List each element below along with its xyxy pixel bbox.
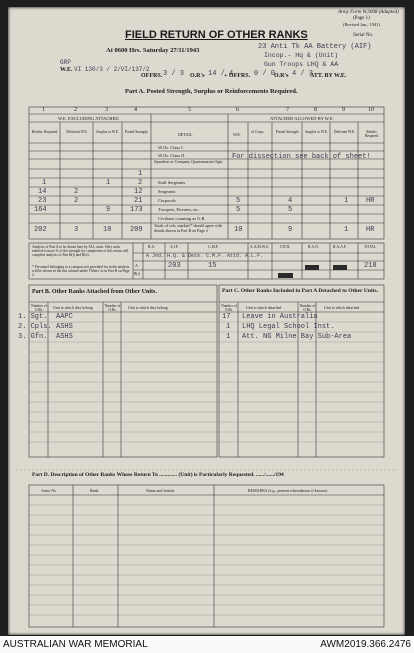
posted-cell: 4 xyxy=(288,197,293,205)
part-b-row: 1. Sgt. xyxy=(18,313,48,321)
surplus-cell: 9 xyxy=(106,206,111,214)
plus-offrs-values: 0 / 0 xyxy=(254,70,276,78)
posted-cell: 21 xyxy=(134,197,143,205)
reinf-cell: 164 xyxy=(34,206,47,214)
att-label: ATT. BY W.E. xyxy=(310,73,347,79)
col-header: of Corps. xyxy=(251,130,265,134)
archive-footer xyxy=(0,636,414,653)
analysis-col: R.A. xyxy=(148,245,156,249)
unit-line2: Incop.- Hq & (Unit) xyxy=(264,52,339,59)
analysis-col: R.A.A.F. xyxy=(333,245,347,249)
part-b-unit: AAPC xyxy=(56,313,73,321)
col-header: Posted Strength. xyxy=(275,130,300,134)
we-cell: 5 xyxy=(236,206,241,214)
part-c-col: Number of O.Rs. xyxy=(299,304,316,312)
part-d-title: Part D. Description of Other Ranks Whose Return To ............. (Unit) is Particularly Requested. ....../....../194 xyxy=(32,472,284,478)
part-c-unit: Leave in Australia xyxy=(242,313,318,321)
detail-row: Sergeants xyxy=(158,189,176,194)
part-c-col: Number of O.Rs. xyxy=(221,304,237,312)
part-c-num: 1 xyxy=(226,333,231,341)
form-ref-line2: (Page 1) xyxy=(353,16,370,21)
detail-row: W.Os. Class I. xyxy=(158,145,184,150)
grp-label: GRP xyxy=(60,59,71,66)
detail-row: Staff Sergeants xyxy=(158,180,186,185)
col-header: Posted Strength. xyxy=(124,130,149,134)
col-num: 2 xyxy=(74,107,77,113)
col-header: Surplus to W.E. xyxy=(96,130,119,134)
we-cell: 5 xyxy=(236,197,241,205)
dissection-note: For dissection see back of sheet! xyxy=(232,153,371,161)
we-label: W.E. xyxy=(60,67,73,73)
part-b-col: Unit to which they belong xyxy=(128,306,168,310)
analysis-row-label: B(i) xyxy=(134,272,140,276)
plus-ors-label: O.R's xyxy=(274,73,289,79)
part-c-num: 1 xyxy=(226,323,231,331)
we-excl-header: W.E. EXCLUDING ATTACHED. xyxy=(58,116,120,121)
col-header: W.E. xyxy=(233,132,241,137)
analysis-note-2: * Personnel belonging to a category not provided for in the analysis will be shown in the last column under 'Others' as in Part B on Page 2. xyxy=(32,265,130,278)
detail-row: W.Os. Class II. xyxy=(158,153,186,158)
detail-row: Corporals xyxy=(158,198,176,203)
detail-row: Totals of cols. marked * should agree with details shown in Part B on Page 2 xyxy=(154,223,222,233)
analysis-col: A.I.F. xyxy=(170,245,179,249)
reinf-total: HR xyxy=(366,226,375,234)
deficient-cell: 2 xyxy=(74,197,79,205)
col-num: 5 xyxy=(188,107,191,113)
part-c-unit: Att. NG Milne Bay Sub-Area xyxy=(242,333,352,341)
form-ref-line3: (Revised Jan., 1941) xyxy=(343,22,380,27)
col-num: 4 xyxy=(134,107,137,113)
unit-line3: Gun Troops LHQ & AA xyxy=(264,61,339,68)
part-c-title: Part C. Other Ranks Included in Part A Detached to Other Units. xyxy=(222,288,378,294)
col-num: 10 xyxy=(368,107,374,113)
ors-values: 14 / 4 xyxy=(208,70,234,78)
unit-handwritten: 23 Anti Tk AA Battery (AIF) xyxy=(258,43,372,51)
posted-total: 9 xyxy=(288,226,293,234)
analysis-total: 218 xyxy=(364,262,377,270)
col-num: 9 xyxy=(342,107,345,113)
col-num: 6 xyxy=(236,107,239,113)
col-header: Reinfts. Required. xyxy=(364,130,380,138)
part-b-col: Number of O.Rs. xyxy=(104,304,121,312)
reinf-cell: 14 xyxy=(38,188,47,196)
part-b-col: Unit to which they belong xyxy=(53,306,93,310)
part-b-row: 2. Cpls. xyxy=(18,323,52,331)
analysis-row-label: A xyxy=(135,263,138,268)
detail-row: Squadron or Company Quartermaster-Sgts. xyxy=(154,159,224,164)
form-ref-line1: Army Form W.3008 (Adapted) xyxy=(338,10,399,15)
part-c-unit: LHQ Legal School Inst. xyxy=(242,323,335,331)
deficient-cell: 1 xyxy=(344,197,349,205)
col-header: Deficient W.E. xyxy=(66,130,88,134)
part-c-col: Unit to which detached xyxy=(246,306,282,310)
analysis-col: A.A.M.W.S. xyxy=(250,245,269,249)
col-num: 7 xyxy=(286,107,289,113)
analysis-sub: A Jnd. H.Q. & Dets. C.M.F. Attd. A.L.F. xyxy=(146,253,264,259)
part-b-title: Part B. Other Ranks Attached from Other Units. xyxy=(32,289,157,295)
deficient-total: 1 xyxy=(344,226,349,234)
detail-row: Civilians counting as O.R. xyxy=(158,216,206,221)
detail-row: Troopers, Privates, etc. xyxy=(158,207,200,212)
posted-cell: 1 xyxy=(138,170,143,178)
part-d-col: Rank xyxy=(90,488,99,493)
plus-ors-values: 4 / 3 xyxy=(292,70,314,78)
analysis-aif: 203 xyxy=(168,262,181,270)
col-header: Deficient W.E. xyxy=(333,130,356,134)
time-line: At 0600 Hrs. Saturday 27/11/1943 xyxy=(106,47,200,54)
part-d-col: Army No xyxy=(41,488,57,493)
analysis-col: CIVIL xyxy=(280,245,291,249)
analysis-col: TOTAL xyxy=(364,245,377,249)
we-value: VI 130/3 / 2/VI/137/2 xyxy=(74,66,150,73)
part-b-unit: ASHS xyxy=(56,323,73,331)
form-sheet xyxy=(8,7,405,635)
surplus-cell: 1 xyxy=(106,179,111,187)
reinf-cell: 1 xyxy=(42,179,47,187)
posted-cell: 5 xyxy=(288,206,293,214)
ors-label: O.R's xyxy=(190,73,205,79)
part-c-col: Unit to which detached xyxy=(324,306,360,310)
footer-left: AUSTRALIAN WAR MEMORIAL xyxy=(3,639,148,650)
part-b-unit: ASHS xyxy=(56,333,73,341)
posted-total: 209 xyxy=(130,226,143,234)
part-c-num: 17 xyxy=(222,313,231,321)
part-b-col: Number of O.Rs. xyxy=(31,304,47,312)
col-num: 3 xyxy=(105,107,108,113)
reinf-total: 202 xyxy=(34,226,47,234)
part-d-col: REMARKS (e.g., present whereabouts if known). xyxy=(248,488,328,493)
deficient-cell: 2 xyxy=(74,188,79,196)
analysis-col: R.A.N. xyxy=(308,245,319,249)
reinf-cell: HR xyxy=(366,197,375,205)
col-num: 8 xyxy=(314,107,317,113)
posted-cell: 12 xyxy=(134,188,143,196)
footer-right: AWM2019.366.2476 xyxy=(320,639,411,650)
deficient-total: 3 xyxy=(74,226,79,234)
part-b-row: 3. Gfn. xyxy=(18,333,48,341)
form-grid xyxy=(8,7,405,635)
col-num: 1 xyxy=(42,107,45,113)
col-header: Surplus to W.E. xyxy=(305,130,328,134)
page-title: FIELD RETURN OF OTHER RANKS xyxy=(125,29,308,41)
col-header: Reinfts. Required. xyxy=(31,130,59,134)
reinf-cell: 23 xyxy=(38,197,47,205)
we-total: 10 xyxy=(234,226,243,234)
posted-cell: 173 xyxy=(130,206,143,214)
posted-cell: 2 xyxy=(138,179,143,187)
plus-offrs-label: + OFFRS. xyxy=(224,73,251,79)
part-d-col: Name and Initials xyxy=(146,488,175,493)
analysis-note: Analysis of Part A to be drawn here by ALL units. Only units entitled to more % of the strength for completion of this return will complete analysis of Part B(i) and B(ii). xyxy=(32,245,129,258)
surplus-total: 10 xyxy=(103,226,112,234)
att-allowed-header: ATTACHED ALLOWED BY W.E. xyxy=(270,116,334,121)
col-header: DETAIL. xyxy=(178,132,194,137)
analysis-cmf: 15 xyxy=(208,262,217,270)
part-a-title: Part A. Posted Strength, Surplus or Reinforcements Required. xyxy=(125,88,298,95)
serial-label: Serial No. xyxy=(353,33,374,38)
offrs-label: OFFRS. xyxy=(141,73,163,79)
analysis-col: C.M.F. xyxy=(208,245,219,249)
offrs-values: 3 / 3 xyxy=(163,70,185,78)
